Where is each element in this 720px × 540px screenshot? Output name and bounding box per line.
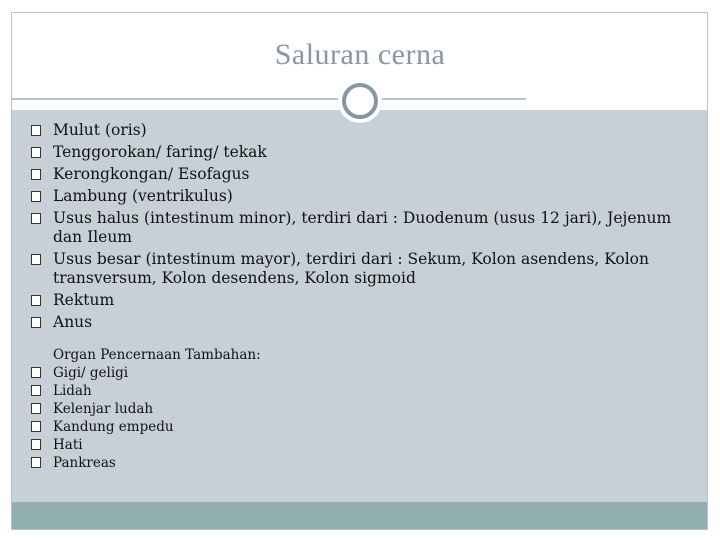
square-bullet-icon [31, 421, 41, 432]
square-bullet-icon [31, 125, 41, 136]
square-bullet-icon [31, 367, 41, 378]
list-item-text: Kelenjar ludah [53, 401, 154, 417]
list-item [31, 165, 691, 184]
list-item-text: Usus halus (intestinum minor), terdiri dari : Duodenum (usus 12 jari), Jejenum dan Ileum [53, 209, 672, 246]
list-item [31, 187, 691, 206]
square-bullet-icon [31, 403, 41, 414]
title-rule-left [12, 98, 342, 100]
title-rule-right [378, 98, 526, 100]
square-bullet-icon [31, 213, 41, 224]
list-item-text: Anus [53, 313, 93, 331]
list-item-text: Rektum [53, 291, 115, 309]
list-item-text: Kerongkongan/ Esofagus [53, 165, 250, 183]
square-bullet-icon [31, 147, 41, 158]
main-list [31, 121, 691, 335]
secondary-heading: Organ Pencernaan Tambahan: [53, 347, 261, 363]
ring-divider-icon [338, 79, 382, 123]
square-bullet-icon [31, 385, 41, 396]
list-item-text: Kandung empedu [53, 419, 174, 435]
list-item [31, 436, 431, 454]
square-bullet-icon [31, 457, 41, 468]
list-item [31, 364, 431, 382]
list-item-text: Mulut (oris) [53, 121, 147, 139]
list-item-text: Gigi/ geligi [53, 365, 129, 381]
slide-title: Saluran cerna [274, 38, 446, 71]
square-bullet-icon [31, 169, 41, 180]
list-item [31, 209, 691, 247]
list-item [31, 382, 431, 400]
list-item-text: Tenggorokan/ faring/ tekak [53, 143, 267, 161]
list-item [31, 418, 431, 436]
list-item-text: Usus besar (intestinum mayor), terdiri dari : Sekum, Kolon asendens, Kolon transversum, Kolon desendens, Kolon sigmoid [53, 250, 649, 287]
footer-bar [12, 502, 707, 529]
list-item-text: Lidah [53, 383, 92, 399]
secondary-list [31, 346, 431, 472]
list-item-text: Pankreas [53, 455, 116, 471]
list-item [31, 313, 691, 332]
list-item [31, 454, 431, 472]
square-bullet-icon [31, 295, 41, 306]
list-item [31, 291, 691, 310]
list-item [31, 121, 691, 140]
square-bullet-icon [31, 254, 41, 265]
list-item [31, 400, 431, 418]
list-item [31, 250, 691, 288]
square-bullet-icon [31, 439, 41, 450]
ring-divider-inner [342, 83, 378, 119]
square-bullet-icon [31, 191, 41, 202]
list-item-text: Lambung (ventrikulus) [53, 187, 233, 205]
list-item-text: Hati [53, 437, 83, 453]
square-bullet-icon [31, 317, 41, 328]
list-item [31, 143, 691, 162]
